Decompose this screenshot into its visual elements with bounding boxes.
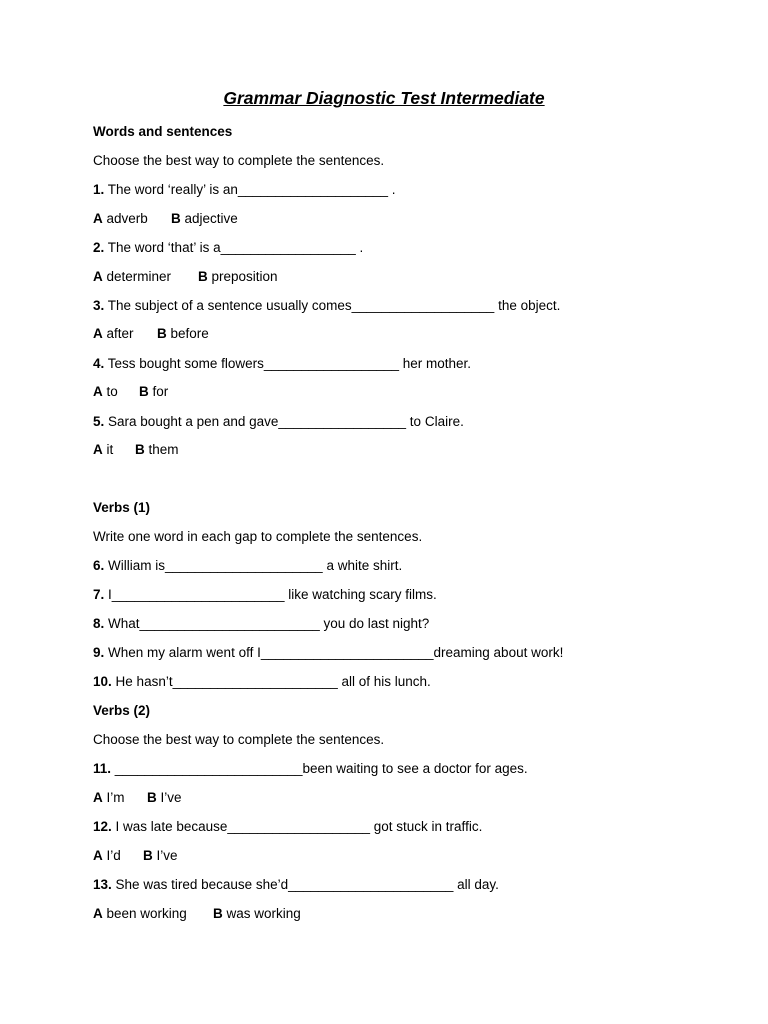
option-text: I’ve xyxy=(160,790,182,805)
answer-options xyxy=(93,325,209,343)
option-text: been working xyxy=(106,906,187,921)
question-text: The word ‘that’ is a__________________ . xyxy=(107,240,364,255)
question-text: Tess bought some flowers__________________ her mother. xyxy=(107,356,472,371)
question xyxy=(93,557,402,575)
question-number: 13. xyxy=(93,877,112,892)
option-a xyxy=(93,268,198,286)
section-heading: Verbs (1) xyxy=(93,500,151,515)
question-number: 11. xyxy=(93,761,112,776)
section-instruction: Choose the best way to complete the sentences. xyxy=(93,732,385,747)
option-text: for xyxy=(152,384,169,399)
option-b xyxy=(147,789,182,807)
option-letter: A xyxy=(93,384,103,399)
question-text: The word ‘really’ is an____________________ . xyxy=(107,182,396,197)
question-number: 2. xyxy=(93,240,105,255)
option-text: I’m xyxy=(106,790,125,805)
question xyxy=(93,644,563,662)
question-text: I was late because___________________ got stuck in traffic. xyxy=(115,819,483,834)
section-instruction: Write one word in each gap to complete the sentences. xyxy=(93,529,423,544)
option-text: adjective xyxy=(184,211,238,226)
answer-options xyxy=(93,383,168,401)
answer-options xyxy=(93,441,179,459)
option-text: after xyxy=(106,326,134,341)
option-text: them xyxy=(148,442,179,457)
question xyxy=(93,413,464,431)
question xyxy=(93,760,528,778)
option-letter: B xyxy=(157,326,167,341)
question-text: I_______________________ like watching scary films. xyxy=(108,587,437,602)
option-a xyxy=(93,210,171,228)
question-text: William is_____________________ a white shirt. xyxy=(108,558,403,573)
question-text: When my alarm went off I_______________________dreaming about work! xyxy=(108,645,564,660)
option-b xyxy=(198,268,278,286)
question-text: He hasn’t______________________ all of his lunch. xyxy=(115,674,431,689)
option-letter: A xyxy=(93,442,103,457)
option-b xyxy=(143,847,178,865)
answer-options xyxy=(93,210,238,228)
question-number: 5. xyxy=(93,414,105,429)
question xyxy=(93,355,471,373)
option-letter: A xyxy=(93,211,103,226)
option-a xyxy=(93,905,213,923)
question xyxy=(93,586,437,604)
question-number: 8. xyxy=(93,616,105,631)
option-letter: B xyxy=(139,384,149,399)
question-text: _________________________been waiting to see a doctor for ages. xyxy=(114,761,528,776)
question-number: 3. xyxy=(93,298,105,313)
option-b xyxy=(157,325,209,343)
option-a xyxy=(93,789,147,807)
section-instruction: Choose the best way to complete the sentences. xyxy=(93,153,385,168)
question xyxy=(93,239,363,257)
question-text: Sara bought a pen and gave_________________ to Claire. xyxy=(108,414,464,429)
option-b xyxy=(135,441,179,459)
option-letter: B xyxy=(135,442,145,457)
option-letter: A xyxy=(93,906,103,921)
option-a xyxy=(93,325,157,343)
question-text: The subject of a sentence usually comes___________________ the object. xyxy=(107,298,561,313)
option-letter: B xyxy=(213,906,223,921)
question xyxy=(93,876,499,894)
section-heading: Verbs (2) xyxy=(93,703,151,718)
section-heading: Words and sentences xyxy=(93,124,233,139)
option-text: determiner xyxy=(106,269,172,284)
option-letter: A xyxy=(93,269,103,284)
option-letter: B xyxy=(147,790,157,805)
option-letter: A xyxy=(93,790,103,805)
option-letter: A xyxy=(93,326,103,341)
option-text: it xyxy=(106,442,114,457)
question xyxy=(93,615,429,633)
option-text: was working xyxy=(226,906,301,921)
option-text: to xyxy=(106,384,118,399)
question-number: 4. xyxy=(93,356,105,371)
question xyxy=(93,673,431,691)
question xyxy=(93,818,482,836)
question-text: What________________________ you do last night? xyxy=(108,616,430,631)
option-letter: B xyxy=(143,848,153,863)
option-text: preposition xyxy=(211,269,278,284)
option-a xyxy=(93,847,143,865)
option-letter: B xyxy=(198,269,208,284)
option-text: adverb xyxy=(106,211,148,226)
answer-options xyxy=(93,789,182,807)
option-b xyxy=(171,210,238,228)
question-number: 9. xyxy=(93,645,105,660)
question-number: 10. xyxy=(93,674,112,689)
option-text: I’ve xyxy=(156,848,178,863)
option-a xyxy=(93,383,139,401)
option-b xyxy=(139,383,168,401)
option-text: before xyxy=(170,326,209,341)
document-title: Grammar Diagnostic Test Intermediate xyxy=(223,88,545,108)
question-number: 12. xyxy=(93,819,112,834)
question xyxy=(93,297,560,315)
answer-options xyxy=(93,905,301,923)
option-letter: B xyxy=(171,211,181,226)
option-b xyxy=(213,905,301,923)
answer-options xyxy=(93,847,178,865)
question-number: 7. xyxy=(93,587,105,602)
option-a xyxy=(93,441,135,459)
answer-options xyxy=(93,268,278,286)
option-text: I’d xyxy=(106,848,121,863)
question-number: 1. xyxy=(93,182,105,197)
option-letter: A xyxy=(93,848,103,863)
question-text: She was tired because she’d______________________ all day. xyxy=(115,877,499,892)
question-number: 6. xyxy=(93,558,105,573)
question xyxy=(93,181,396,199)
